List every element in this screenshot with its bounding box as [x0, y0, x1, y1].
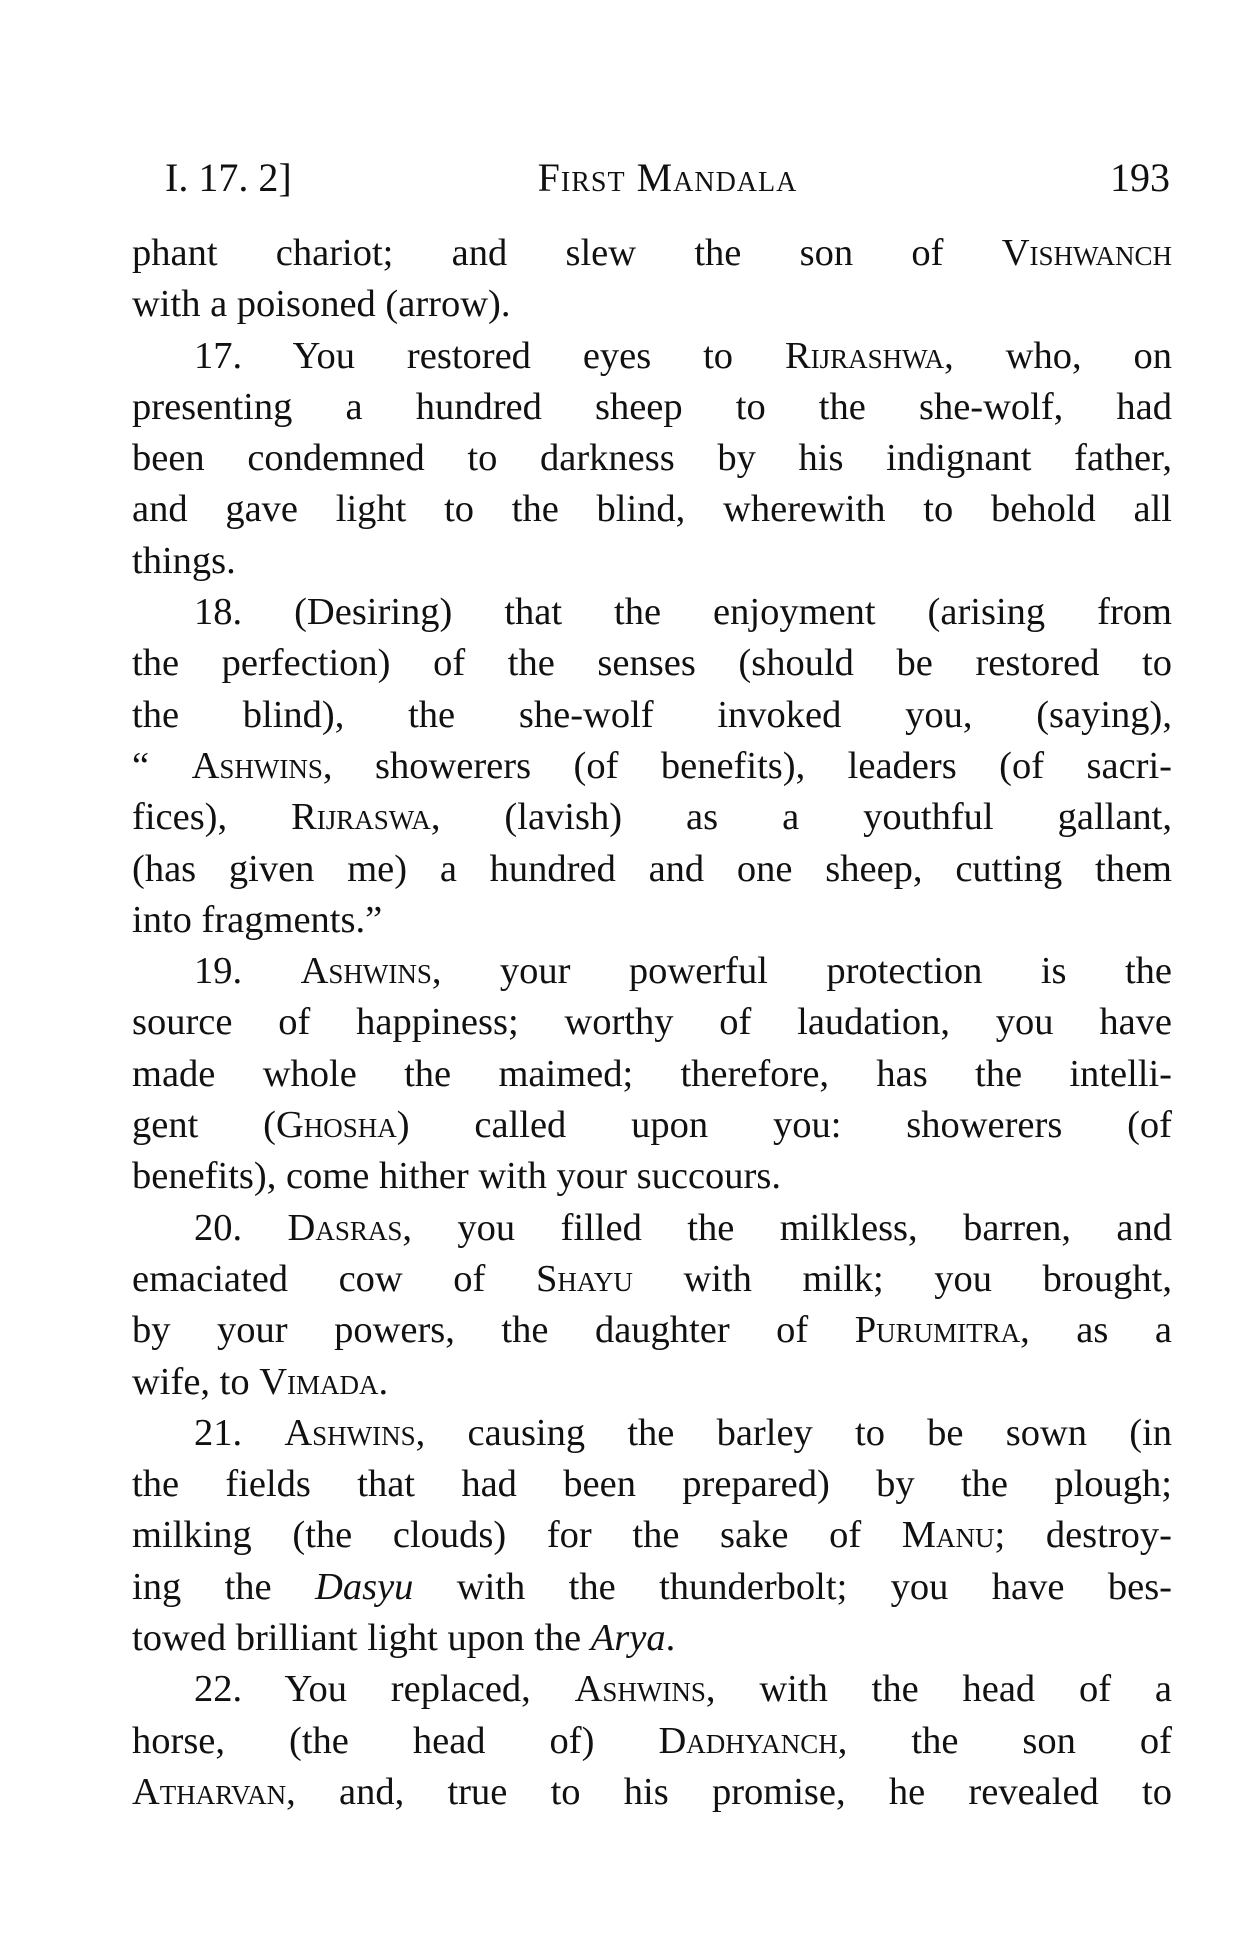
text-run: milking (the clouds) for the sake of [132, 1514, 902, 1557]
text-run: “ [132, 744, 192, 787]
text-line [132, 484, 1172, 535]
text-line [132, 1664, 1172, 1715]
text-run: 18. (Desiring) that the enjoyment (arising from [194, 591, 1172, 634]
text-line [132, 1203, 1172, 1254]
running-head [165, 148, 1170, 208]
text-run: source of happiness; worthy of laudation, you have [132, 1001, 1172, 1044]
text-run: with milk; you brought, [632, 1257, 1172, 1300]
text-line [132, 997, 1172, 1048]
text-line [132, 1459, 1172, 1510]
page-number: 193 [1110, 155, 1170, 200]
text-run: wife, to [132, 1360, 260, 1403]
text-run: phant chariot; and slew the son of [132, 232, 1002, 274]
text-run: , causing the barley to be sown (in [415, 1411, 1173, 1454]
text-run: , as a [1020, 1309, 1172, 1352]
text-run: horse, (the head of) [132, 1719, 659, 1762]
text-line [132, 279, 1172, 330]
proper-name: Ashwins [300, 950, 432, 993]
text-run: into fragments.” [132, 898, 383, 941]
text-line [132, 536, 1172, 587]
text-line [132, 1305, 1172, 1356]
text-run: , you filled the milkless, barren, and [402, 1206, 1173, 1249]
italic-term: Arya [590, 1617, 666, 1660]
text-run: 17. You restored eyes to [194, 334, 785, 377]
text-line [132, 1613, 1172, 1664]
text-run: ing the [132, 1565, 316, 1608]
text-run: gent ( [132, 1104, 276, 1147]
text-run: benefits), come hither with your succours. [132, 1155, 781, 1198]
text-run: , who, on [944, 334, 1172, 377]
text-run: by your powers, the daughter of [132, 1309, 855, 1352]
text-run: presenting a hundred sheep to the she-wolf, had [132, 385, 1172, 428]
text-line [132, 1408, 1172, 1459]
proper-name: Ghosha [275, 1104, 397, 1147]
text-line [132, 844, 1172, 895]
text-line [132, 1100, 1172, 1151]
text-line [132, 1049, 1172, 1100]
text-line [132, 1510, 1172, 1561]
text-run: the fields that had been prepared) by the plough; [132, 1463, 1172, 1506]
proper-name: Rijraswa [291, 796, 431, 839]
text-line [132, 1562, 1172, 1613]
running-title: First Mandala [537, 155, 798, 200]
text-run: made whole the maimed; therefore, has the intelli- [132, 1052, 1172, 1095]
text-line [132, 1767, 1172, 1818]
proper-name: Ashwins [284, 1411, 416, 1454]
body-text [132, 228, 1172, 1818]
text-run: the perfection) of the senses (should be restored to [132, 642, 1172, 685]
proper-name: Ashwins [574, 1668, 706, 1711]
text-run: with a poisoned (arrow). [132, 283, 511, 326]
text-run: , (lavish) as a youthful gallant, [430, 796, 1172, 839]
text-run: , the son of [837, 1719, 1172, 1762]
proper-name: Dadhyanch [658, 1719, 838, 1762]
text-run: 20. [194, 1206, 288, 1249]
text-line [132, 1716, 1172, 1767]
text-run: ) called upon you: showerers (of [396, 1104, 1173, 1147]
text-line [132, 1254, 1172, 1305]
proper-name: Atharvan [132, 1770, 287, 1813]
text-run: with the thunderbolt; you have bes- [413, 1565, 1173, 1608]
proper-name: Dasras [287, 1206, 403, 1249]
text-line [132, 792, 1172, 843]
text-run: . [378, 1360, 389, 1403]
text-run: , and, true to his promise, he revealed to [286, 1770, 1172, 1813]
proper-name: Purumitra [854, 1309, 1021, 1352]
text-line [132, 895, 1172, 946]
proper-name: Ashwins [191, 744, 323, 787]
text-line [132, 741, 1172, 792]
verse-reference: I. 17. 2] [165, 155, 292, 200]
text-run: , with the head of a [705, 1668, 1172, 1711]
text-run: things. [132, 539, 236, 582]
text-line [132, 331, 1172, 382]
text-run: , your powerful protection is the [431, 950, 1172, 993]
text-run: (has given me) a hundred and one sheep, cutting them [132, 847, 1172, 890]
proper-name: Shayu [535, 1257, 633, 1300]
proper-name: Vishwanch [1001, 232, 1172, 274]
text-run: the blind), the she-wolf invoked you, (saying), [132, 693, 1172, 736]
proper-name: Vimada [259, 1360, 379, 1403]
text-line [132, 1151, 1172, 1202]
text-run: towed brilliant light upon the [132, 1617, 591, 1660]
text-line [132, 1357, 1172, 1408]
italic-term: Dasyu [315, 1565, 414, 1608]
text-run: 22. You replaced, [194, 1668, 575, 1711]
proper-name: Manu [901, 1514, 995, 1557]
text-line [132, 433, 1172, 484]
text-run: 19. [194, 950, 301, 993]
text-line [132, 228, 1172, 279]
text-line [132, 587, 1172, 638]
text-run: ; destroy- [994, 1514, 1172, 1557]
text-run: . [665, 1617, 676, 1660]
text-run: 21. [194, 1411, 285, 1454]
text-run: and gave light to the blind, wherewith to behold all [132, 488, 1172, 531]
text-run: , showerers (of benefits), leaders (of sacri- [322, 744, 1172, 787]
text-line [132, 690, 1172, 741]
text-line [132, 382, 1172, 433]
text-run: emaciated cow of [132, 1257, 536, 1300]
text-line [132, 946, 1172, 997]
proper-name: Rijrashwa [784, 334, 945, 377]
text-run: fices), [132, 796, 292, 839]
text-line [132, 638, 1172, 689]
text-run: been condemned to darkness by his indignant father, [132, 437, 1172, 480]
